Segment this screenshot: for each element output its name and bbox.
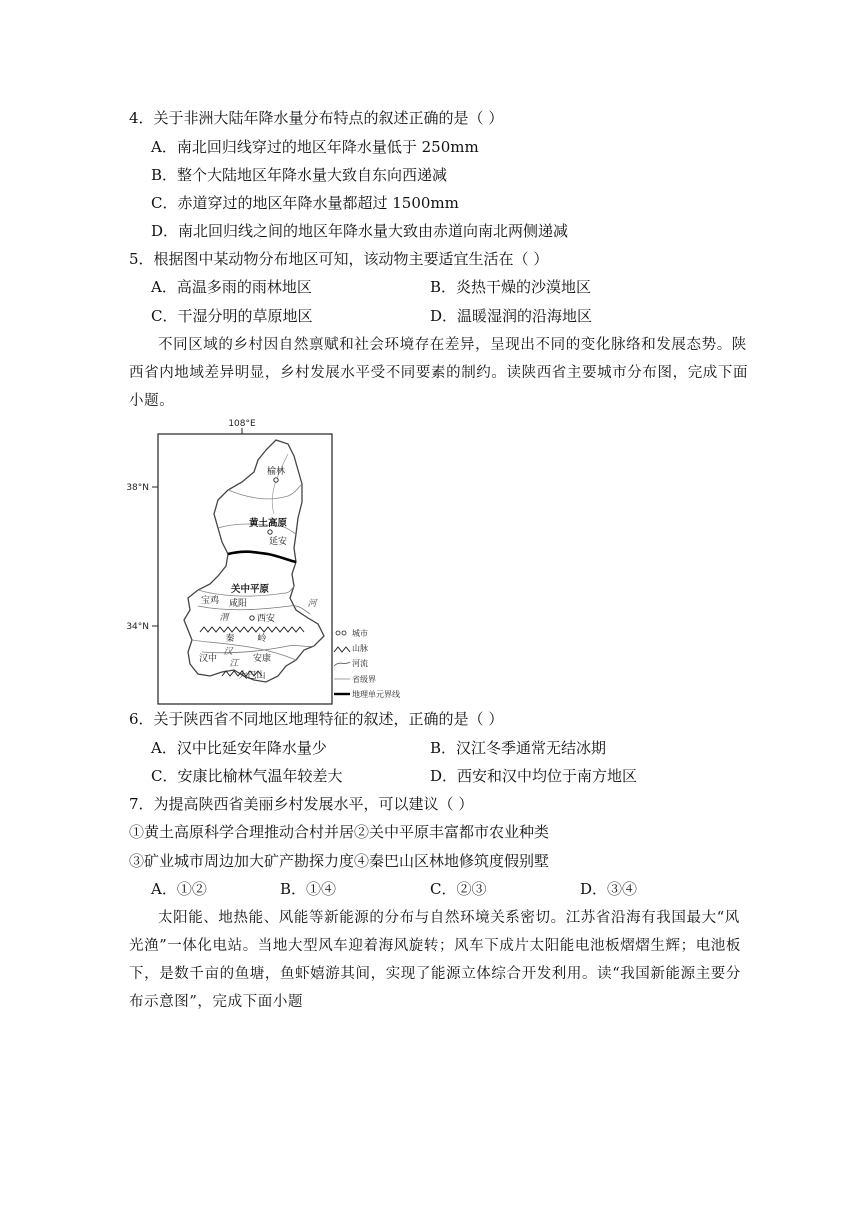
q4-stem: 4．关于非洲大陆年降水量分布特点的叙述正确的是（ ）	[129, 109, 504, 127]
legend-river: 河流	[352, 659, 368, 668]
passage-shaanxi: 不同区域的乡村因自然禀赋和社会环境存在差异，呈现出不同的变化脉络和发展态势。陕西省内地域差异明显，乡村发展水平受不同要素的制约。读陕西省主要城市分布图，完成下面小题。	[129, 337, 749, 409]
map-legend	[334, 628, 400, 699]
q4-option-a: A．南北回归线穿过的地区年降水量低于 250mm	[151, 138, 479, 156]
q7-option-c: C．②③	[430, 880, 487, 898]
q7-option-a: A．①②	[151, 880, 207, 898]
han-label: 汉	[223, 647, 233, 657]
q6-option-a: A．汉中比延安年降水量少	[151, 739, 327, 757]
q5-option-c: C．干湿分明的草原地区	[151, 307, 313, 325]
city-xian-marker	[250, 616, 254, 620]
q5-option-d: D．温暖湿润的沿海地区	[430, 307, 593, 325]
q5-option-a: A．高温多雨的雨林地区	[151, 278, 312, 296]
ling-label: 岭	[257, 634, 267, 644]
q7-option-b: B．①④	[280, 880, 337, 898]
q7-option-d: D．③④	[580, 880, 638, 898]
q4-option-c: C．赤道穿过的地区年降水量都超过 1500mm	[151, 194, 459, 212]
q7-stem: 7．为提高陕西省美丽乡村发展水平，可以建议（ ）	[129, 795, 474, 813]
qinling-mountains	[200, 627, 304, 632]
q5-option-b: B．炎热干燥的沙漠地区	[430, 278, 592, 296]
q6-option-b: B．汉江冬季通常无结冰期	[430, 739, 607, 757]
q6-option-c: C．安康比榆林气温年较差大	[151, 767, 343, 785]
city-xian: 西安	[256, 614, 276, 624]
city-xianyang: 咸阳	[228, 599, 248, 609]
q4-option-b: B．整个大陆地区年降水量大致自东向西递减	[151, 166, 448, 184]
he-label: 河	[307, 599, 317, 609]
wei-river	[198, 606, 310, 614]
provincial-line	[228, 484, 302, 499]
province-boundary	[184, 440, 324, 682]
jiang-label: 江	[229, 659, 239, 669]
q6-option-d: D．西安和汉中均位于南方地区	[430, 767, 638, 785]
q7-items-2: ③矿业城市周边加大矿产勘探力度④秦巴山区林地修筑度假别墅	[129, 852, 550, 870]
q4-option-d: D．南北回归线之间的地区年降水量大致由赤道向南北两侧递减	[151, 222, 569, 240]
qin-label: 秦	[225, 634, 235, 644]
wei-label: 渭	[219, 613, 229, 623]
lat-38-label: 38°N	[126, 483, 149, 493]
legend-provincial-boundary: 省级界	[352, 675, 376, 684]
legend-geo-unit-boundary: 地理单元界线	[352, 690, 400, 699]
city-ankang: 安康	[252, 654, 272, 664]
q6-stem: 6．关于陕西省不同地区地理特征的叙述，正确的是（ ）	[129, 710, 504, 728]
city-yanan-marker	[268, 530, 272, 534]
han-river	[202, 645, 314, 652]
lon-label: 108°E	[228, 419, 256, 429]
q5-stem: 5．根据图中某动物分布地区可知，该动物主要适宜生活在（ ）	[129, 250, 549, 268]
passage-new-energy: 太阳能、地热能、风能等新能源的分布与自然环境关系密切。江苏省沿海有我国最大“风光渔”一体化电站。当地大型风车迎着海风旋转；风车下成片太阳能电池板熠熠生辉；电池板下，是数千亩的鱼塘，鱼虾嬉游其间，实现了能源立体综合开发利用。读“我国新能源主要分布示意图”，完成下面小题	[129, 910, 742, 1010]
q7-items-1: ①黄土高原科学合理推动合村并居②关中平原丰富都市农业种类	[129, 823, 550, 841]
city-baoji: 宝鸡	[200, 596, 220, 606]
city-yulin: 榆林	[266, 467, 286, 477]
lat-34-label: 34°N	[126, 622, 149, 632]
loess-plateau-label: 黄土高原	[248, 518, 288, 529]
city-yanan: 延安	[268, 537, 288, 547]
river	[272, 454, 288, 514]
geo-unit-boundary	[228, 552, 296, 562]
city-hanzhong: 汉中	[198, 654, 218, 664]
guanzhong-plain-label: 关中平原	[230, 584, 270, 595]
city-yulin-marker	[274, 478, 278, 482]
legend-mountain: 山脉	[352, 644, 368, 653]
legend-city: 城市	[352, 629, 368, 638]
shaanxi-city-map	[118, 414, 428, 710]
dabashan-label: 大巴山	[238, 671, 266, 681]
